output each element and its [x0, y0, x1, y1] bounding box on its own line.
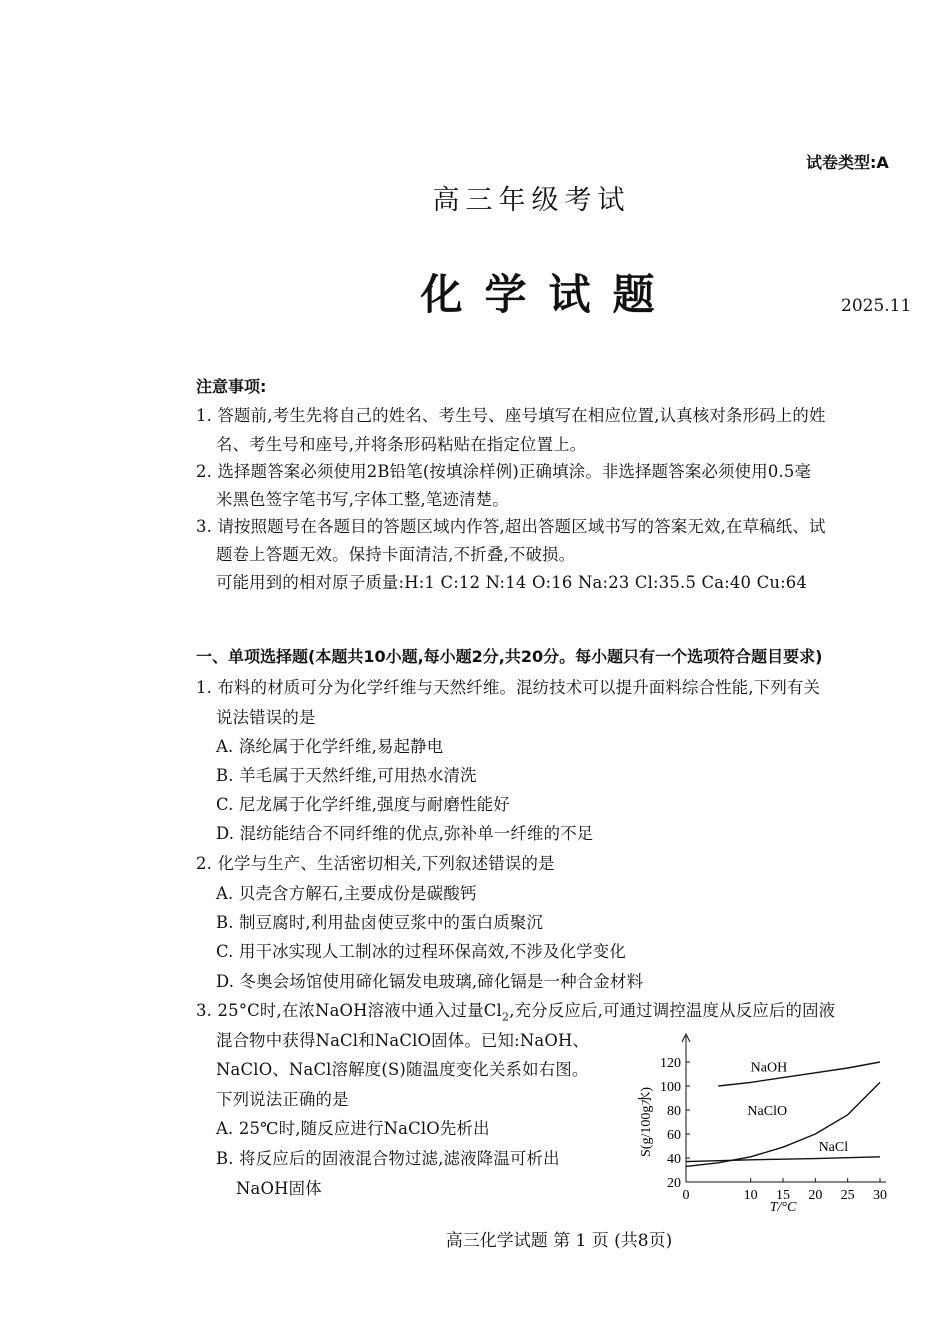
series-nacl-label: NaCl	[818, 1139, 849, 1155]
x-tick-label: 15	[776, 1188, 790, 1203]
exam-date: 2025.11	[841, 296, 912, 316]
q3-option-b: B. 将反应后的固液混合物过滤,滤液降温可析出	[216, 1149, 560, 1168]
q3-option-b: NaOH固体	[236, 1179, 322, 1198]
notice-line: 1. 答题前,考生先将自己的姓名、考生号、座号填写在相应位置,认真核对条形码上的姓	[196, 406, 826, 425]
x-tick-label: 0	[682, 1188, 690, 1203]
q1-option-c: C. 尼龙属于化学纤维,强度与耐磨性能好	[216, 795, 510, 814]
q3-stem: NaClO、NaCl溶解度(S)随温度变化关系如右图。	[216, 1060, 589, 1079]
q3-stem-part: ,充分反应后,可通过调控温度从反应后的固液	[509, 1001, 836, 1020]
exam-title: 化学试题	[420, 270, 677, 319]
series-naclo-line	[686, 1082, 880, 1166]
y-tick-label: 40	[667, 1152, 681, 1167]
q1-option-d: D. 混纺能结合不同纤维的优点,弥补单一纤维的不足	[216, 824, 594, 843]
y-tick-label: 60	[667, 1128, 681, 1143]
q1-stem: 说法错误的是	[216, 708, 316, 727]
x-axis-label: T/°C	[769, 1200, 797, 1215]
paper-type: 试卷类型:A	[806, 153, 889, 172]
section-heading: 一、单项选择题(本题共10小题,每小题2分,共20分。每小题只有一个选项符合题目要求)	[196, 647, 823, 666]
notice-line: 米黑色签字笔书写,字体工整,笔迹清楚。	[216, 490, 509, 509]
q1-option-b: B. 羊毛属于天然纤维,可用热水清洗	[216, 766, 477, 785]
q2-option-c: C. 用干冰实现人工制冰的过程环保高效,不涉及化学变化	[216, 942, 626, 961]
q2-option-d: D. 冬奥会场馆使用碲化镉发电玻璃,碲化镉是一种合金材料	[216, 972, 644, 991]
series-naoh-label: NaOH	[750, 1060, 788, 1076]
x-tick-label: 20	[808, 1188, 823, 1203]
q1-stem: 1. 布料的材质可分为化学纤维与天然纤维。混纺技术可以提升面料综合性能,下列有关	[196, 678, 821, 697]
x-tick-label: 30	[873, 1188, 887, 1203]
y-axis-label: S(g/100g水)	[639, 1087, 654, 1157]
q3-stem	[196, 997, 835, 1023]
notice-line: 2. 选择题答案必须使用2B铅笔(按填涂样例)正确填涂。非选择题答案必须使用0.5毫	[196, 462, 812, 481]
notice-line: 名、考生号和座号,并将条形码粘贴在指定位置上。	[216, 435, 587, 454]
series-nacl-line	[686, 1157, 880, 1162]
chart-series	[686, 1061, 880, 1167]
notice-line: 题卷上答题无效。保持卡面清洁,不折叠,不破损。	[216, 545, 576, 564]
chart-ticks	[660, 1056, 887, 1203]
y-tick-label: 100	[660, 1080, 681, 1095]
y-tick-label: 20	[667, 1176, 681, 1191]
series-naclo-label: NaClO	[747, 1103, 788, 1119]
q3-stem: 下列说法正确的是	[216, 1090, 349, 1109]
q1-option-a: A. 涤纶属于化学纤维,易起静电	[216, 737, 444, 756]
solubility-chart	[630, 1030, 900, 1220]
q2-option-a: A. 贝壳含方解石,主要成份是碳酸钙	[216, 884, 477, 903]
x-tick-label: 25	[840, 1188, 855, 1203]
q2-stem: 2. 化学与生产、生活密切相关,下列叙述错误的是	[196, 854, 555, 873]
q3-stem-part: 3. 25°C时,在浓NaOH溶液中通入过量Cl	[196, 1001, 502, 1020]
page-footer: 高三化学试题 第 1 页 (共8页)	[445, 1231, 673, 1251]
notice-line: 3. 请按照题号在各题目的答题区域内作答,超出答题区域书写的答案无效,在草稿纸、试	[196, 517, 826, 536]
exam-subtitle: 高三年级考试	[432, 185, 631, 216]
q3-option-a: A. 25℃时,随反应进行NaClO先析出	[216, 1119, 490, 1138]
notice-heading: 注意事项:	[196, 377, 267, 396]
q3-stem-subscript: 2	[502, 1010, 510, 1024]
q2-option-b: B. 制豆腐时,利用盐卤使豆浆中的蛋白质聚沉	[216, 913, 544, 932]
atomic-mass-line: 可能用到的相对原子质量:H:1 C:12 N:14 O:16 Na:23 Cl:35.5 Ca:40 Cu:64	[216, 573, 808, 592]
y-tick-label: 80	[667, 1104, 681, 1119]
series-naoh-line	[718, 1062, 880, 1086]
y-tick-label: 120	[660, 1056, 681, 1071]
x-tick-label: 10	[743, 1188, 758, 1203]
q3-stem: 混合物中获得NaCl和NaClO固体。已知:NaOH、	[216, 1031, 590, 1050]
